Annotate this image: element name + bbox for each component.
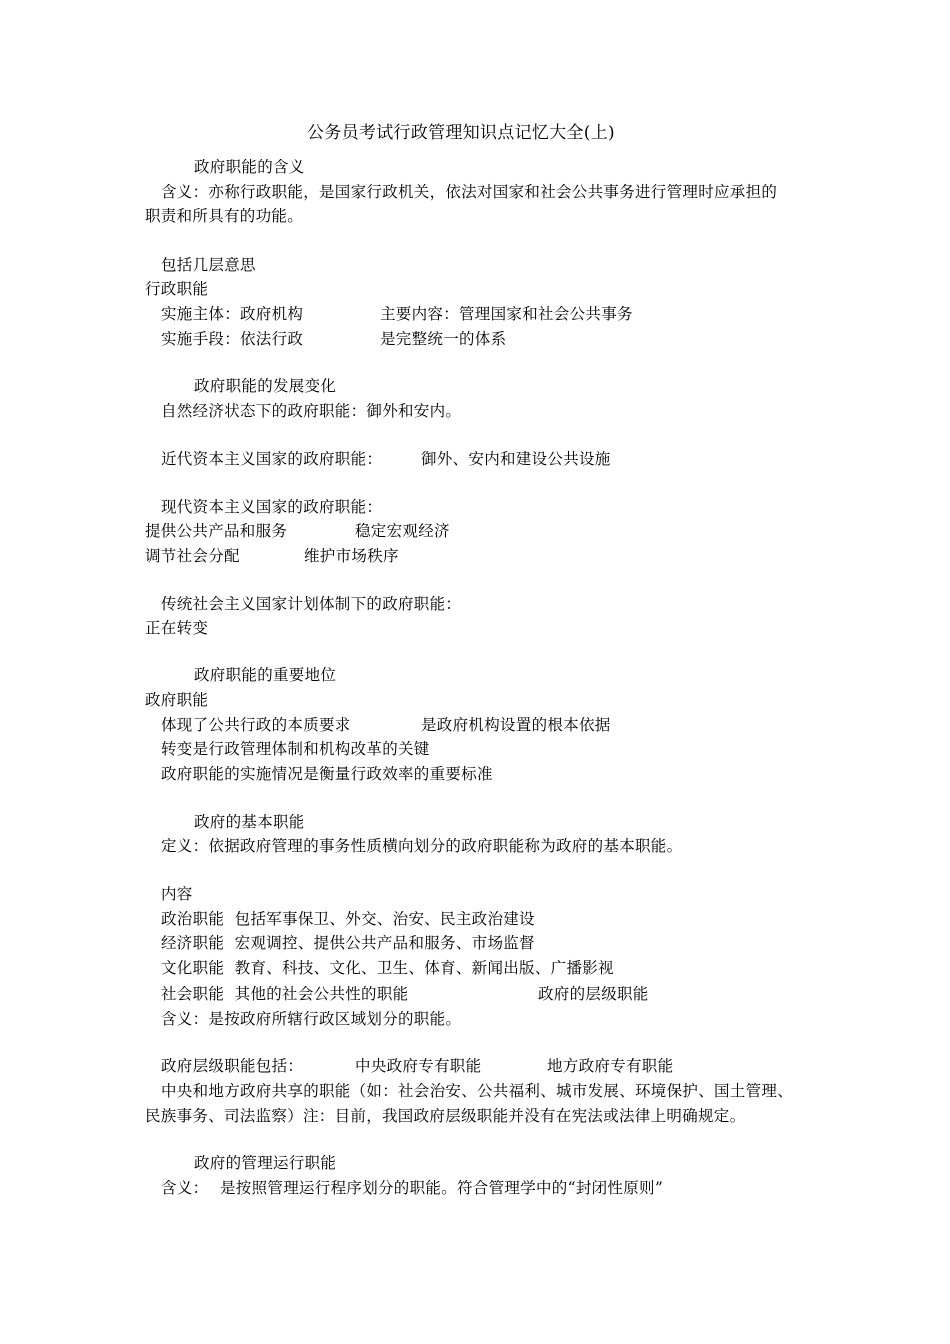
text-line: 实施主体：政府机构 (161, 305, 304, 323)
text-line: 民族事务、司法监察）注：目前，我国政府层级职能并没有在宪法或法律上明确规定。 (145, 1107, 746, 1125)
text-line: 实施手段：依法行政 (161, 330, 304, 348)
text-line: 政府职能 (145, 691, 209, 709)
definition-line: 含义：是按政府所辖行政区域划分的职能。 (161, 1010, 462, 1028)
text-line: 中央和地方政府共享的职能（如：社会治安、公共福利、城市发展、环境保护、国土管理、 (161, 1082, 794, 1100)
text-line: 稳定宏观经济 (355, 522, 450, 540)
definition-line: 职责和所具有的功能。 (145, 207, 304, 225)
section-heading: 政府职能的发展变化 (194, 377, 337, 395)
section-heading: 政府职能的重要地位 (194, 666, 337, 684)
text-line: 主要内容：管理国家和社会公共事务 (380, 305, 633, 323)
text-line: 正在转变 (145, 619, 209, 637)
text-line: 转变是行政管理体制和机构改革的关键 (161, 740, 430, 758)
text-line: 传统社会主义国家计划体制下的政府职能： (161, 595, 462, 613)
definition-line: 含义：亦称行政职能，是国家行政机关，依法对国家和社会公共事务进行管理时应承担的 (161, 183, 778, 201)
text-line: 现代资本主义国家的政府职能： (161, 498, 383, 516)
section-heading: 政府职能的含义 (194, 158, 305, 176)
text-line: 自然经济状态下的政府职能：御外和安内。 (161, 402, 462, 420)
text-line: 近代资本主义国家的政府职能： (161, 450, 383, 468)
text-line: 经济职能 宏观调控、提供公共产品和服务、市场监督 (161, 934, 535, 952)
section-heading: 政府的基本职能 (194, 813, 305, 831)
text-line: 维护市场秩序 (304, 547, 399, 565)
text-line: 政治职能 包括军事保卫、外交、治安、民主政治建设 (161, 910, 535, 928)
text-line: 中央政府专有职能 (355, 1057, 482, 1075)
section-heading: 政府的层级职能 (538, 985, 649, 1003)
text-line: 政府层级职能包括： (161, 1057, 304, 1075)
definition-line: 定义：依据政府管理的事务性质横向划分的政府职能称为政府的基本职能。 (161, 837, 683, 855)
text-line: 地方政府专有职能 (547, 1057, 674, 1075)
definition-label: 含义： (161, 1179, 209, 1197)
document-title: 公务员考试行政管理知识点记忆大全(上) (307, 123, 615, 143)
text-line: 包括几层意思 (161, 256, 256, 274)
text-line: 调节社会分配 (145, 547, 240, 565)
definition-line: 是按照管理运行程序划分的职能。符合管理学中的“封闭性原则” (220, 1179, 664, 1197)
text-line: 是完整统一的体系 (380, 330, 507, 348)
text-line: 御外、安内和建设公共设施 (421, 450, 611, 468)
text-line: 是政府机构设置的根本依据 (421, 716, 611, 734)
text-line: 体现了公共行政的本质要求 (161, 716, 351, 734)
text-line: 社会职能 其他的社会公共性的职能 (161, 985, 409, 1003)
section-heading: 政府的管理运行职能 (194, 1154, 337, 1172)
text-line: 内容 (161, 885, 193, 903)
text-line: 提供公共产品和服务 (145, 522, 288, 540)
text-line: 政府职能的实施情况是衡量行政效率的重要标准 (161, 765, 493, 783)
text-line: 行政职能 (145, 280, 209, 298)
text-line: 文化职能 教育、科技、文化、卫生、体育、新闻出版、广播影视 (161, 959, 614, 977)
